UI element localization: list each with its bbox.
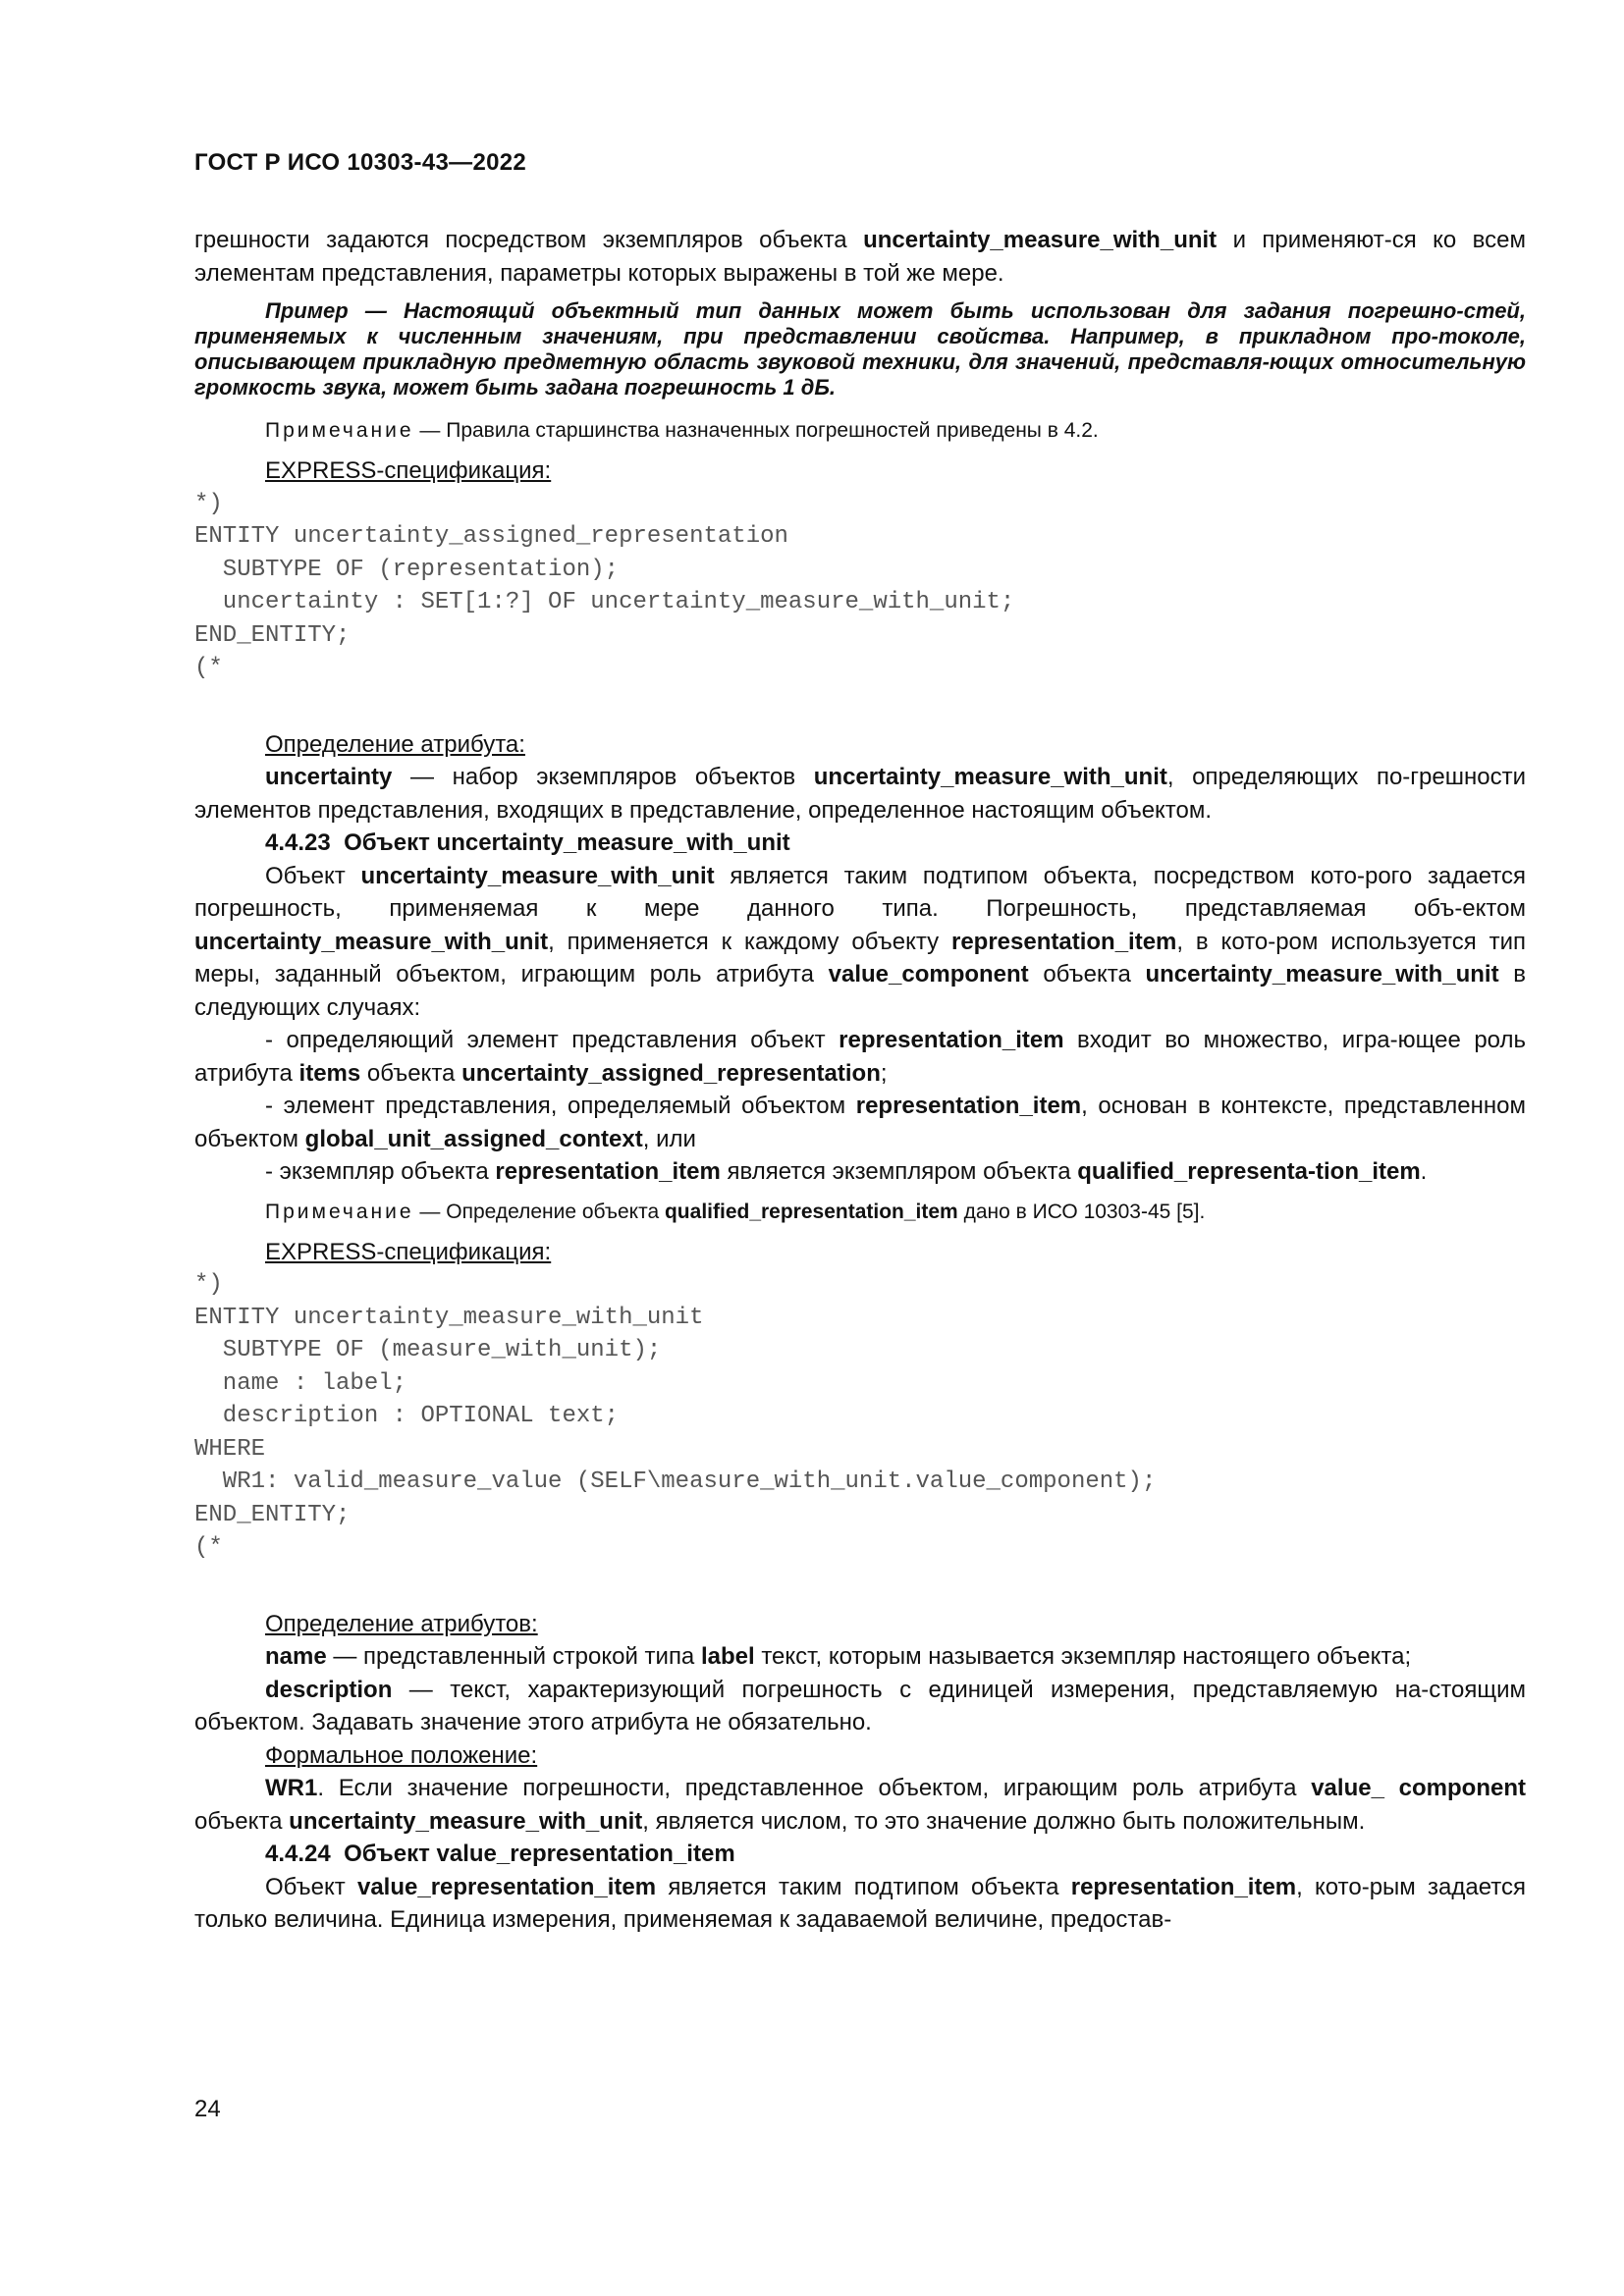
standard-header: ГОСТ Р ИСО 10303-43—2022 <box>194 149 527 176</box>
note-precedence: Примечание — Правила старшинства назначенных погрешностей приведены в 4.2. <box>265 419 1099 442</box>
paragraph-uncertainty-attr: uncertainty — набор экземпляров объектов uncertainty_measure_with_unit, определяющих по-грешности элементов представления, входящих в представление, определенное настоящим объектом. <box>194 764 1527 824</box>
attributes-definition-label: Определение атрибутов: <box>265 1610 538 1637</box>
paragraph-intro: грешности задаются посредством экземпляров объекта uncertainty_measure_with_unit и применяют-ся ко всем элементам представления, параметры которых выражены в той же мере. <box>194 227 1527 287</box>
express-code-uncertainty-measure-with-unit: *) ENTITY uncertainty_measure_with_unit SUBTYPE OF (measure_with_unit); name : label; description : OPTIONAL text; WHERE WR1: valid_measure_value (SELF\measure_with_unit.value_component); END_ENTITY; (* <box>194 1271 1157 1561</box>
paragraph-name-attr: name — представленный строкой типа label текст, которым называется экземпляр настоящего объекта; <box>265 1643 1412 1670</box>
section-heading-4-4-24: 4.4.24 Объект value_representation_item <box>265 1841 735 1867</box>
note-qualified-item: Примечание — Определение объекта qualified_representation_item дано в ИСО 10303-45 [5]. <box>265 1200 1206 1223</box>
list-item: - элемент представления, определяемый объектом representation_item, основан в контексте, представленном объектом global_unit_assigned_context, или <box>194 1093 1527 1152</box>
section-heading-4-4-23: 4.4.23 Объект uncertainty_measure_with_unit <box>265 829 790 856</box>
page-number: 24 <box>194 2096 221 2122</box>
paragraph-description-attr: description — текст, характеризующий погрешность с единицей измерения, представляемую на-стоящим объектом. Задавать значение этого атрибута не обязательно. <box>194 1676 1526 1735</box>
example-paragraph: Пример — Настоящий объектный тип данных может быть использован для задания погрешно-стей, применяемых к численным значениям, при представлении свойства. Например, в прикладном про-токоле, описывающем прикладную предметную область звуковой техники, для значений, представля-ющих относительную громкость звука, может быть задана погрешность 1 дБ. <box>194 298 1526 400</box>
formal-proposition-label: Формальное положение: <box>265 1741 538 1769</box>
express-code-uncertainty-assigned-representation: *) ENTITY uncertainty_assigned_representation SUBTYPE OF (representation); uncertainty : SET[1:?] OF uncertainty_measure_with_unit; END_ENTITY; (* <box>194 490 1015 681</box>
paragraph-value-representation-item: Объект value_representation_item является таким подтипом объекта representation_item, кото-рым задается только величина. Единица измерения, применяемая к задаваемой величине, предостав- <box>194 1873 1526 1933</box>
attribute-definition-label: Определение атрибута: <box>265 730 525 758</box>
list-item: - экземпляр объекта representation_item является экземпляром объекта qualified_representa-tion_item. <box>265 1158 1428 1185</box>
page-body <box>194 224 1526 1937</box>
express-spec-label: EXPRESS-спецификация: <box>265 457 552 484</box>
paragraph-wr1: WR1. Если значение погрешности, представленное объектом, играющим роль атрибута value_ component объекта uncertainty_measure_with_unit, является числом, то это значение должно быть положительным. <box>194 1775 1526 1835</box>
paragraph-uncertainty-measure: Объект uncertainty_measure_with_unit является таким подтипом объекта, посредством кото-рого задается погрешность, применяемая к мере данного типа. Погрешность, представляемая объ-ектом uncertainty_measure_with_unit, применяется к каждому объекту representation_item, в кото-ром используется тип меры, заданный объектом, играющим роль атрибута value_component объекта uncertainty_measure_with_unit в следующих случаях: <box>194 862 1527 1021</box>
list-item: - определяющий элемент представления объект representation_item входит во множество, игра-ющее роль атрибута items объекта uncertainty_assigned_representation; <box>194 1027 1526 1087</box>
express-spec-label: EXPRESS-спецификация: <box>265 1238 552 1265</box>
